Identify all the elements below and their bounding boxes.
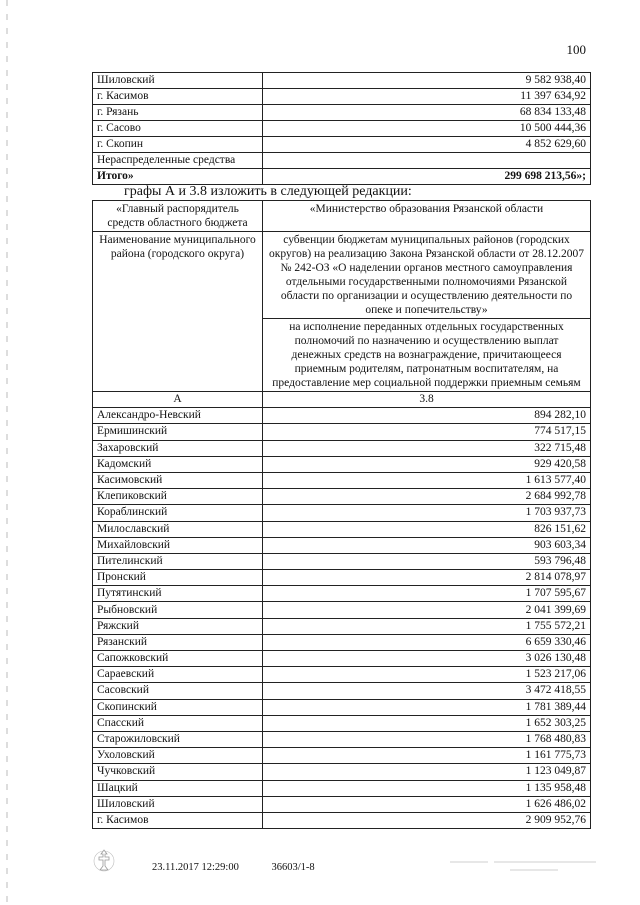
district-name: Скопинский (93, 699, 263, 715)
table-row (93, 634, 591, 650)
amount-value: 593 796,48 (263, 553, 591, 569)
table-row (93, 521, 591, 537)
document-footer (152, 862, 315, 873)
table-row (93, 764, 591, 780)
allocation-table (92, 200, 591, 829)
district-name: Рыбновский (93, 602, 263, 618)
page-number: 100 (566, 42, 586, 57)
district-name: г. Касимов (93, 89, 263, 105)
table-row (93, 89, 591, 105)
district-name: Чучковский (93, 764, 263, 780)
table-row (93, 424, 591, 440)
district-name: Александро-Невский (93, 408, 263, 424)
table-row (93, 715, 591, 731)
table-row (93, 570, 591, 586)
total-label: Итого» (93, 169, 263, 185)
district-name: Нераспределенные средства (93, 153, 263, 169)
amount-value (263, 153, 591, 169)
table-row (93, 699, 591, 715)
district-name: Пителинский (93, 553, 263, 569)
district-name: г. Скопин (93, 137, 263, 153)
column-code-a: А (93, 392, 263, 408)
electronic-signature-stamp (448, 858, 598, 874)
scan-edge (6, 0, 8, 905)
table-row (93, 537, 591, 553)
district-name: Сапожковский (93, 651, 263, 667)
amount-value: 894 282,10 (263, 408, 591, 424)
previous-table-tail (92, 72, 591, 185)
table-row (93, 73, 591, 89)
table-row (93, 489, 591, 505)
manager-label: «Главный распорядитель средств областного бюджета (93, 201, 263, 232)
district-name: Кораблинский (93, 505, 263, 521)
district-name: Захаровский (93, 440, 263, 456)
amount-value: 3 026 130,48 (263, 651, 591, 667)
table-row (93, 796, 591, 812)
table-row (93, 137, 591, 153)
table-row (93, 472, 591, 488)
table-row (93, 456, 591, 472)
district-label: Наименование муниципального района (городского округа) (93, 232, 263, 392)
amount-value: 6 659 330,46 (263, 634, 591, 650)
amount-value: 1 161 775,73 (263, 748, 591, 764)
amount-value: 1 781 389,44 (263, 699, 591, 715)
amount-value: 1 703 937,73 (263, 505, 591, 521)
table-row (93, 731, 591, 747)
amount-value: 1 755 572,21 (263, 618, 591, 634)
amount-value: 1 135 958,48 (263, 780, 591, 796)
subvention-title: субвенции бюджетам муниципальных районов (городских округов) на реализацию Закона Рязанской области от 28.12.2007 № 242-ОЗ «О наделении органов местного самоуправления отдельными государственными полномочиями Рязанской области по организации и осуществлению деятельности по опеке и попечительству» (263, 232, 591, 319)
district-name: Михайловский (93, 537, 263, 553)
district-name: Сасовский (93, 683, 263, 699)
amount-value: 2 814 078,97 (263, 570, 591, 586)
table-row (93, 812, 591, 828)
amount-value: 2 909 952,76 (263, 812, 591, 828)
header-row-column-codes (93, 392, 591, 408)
district-name: Ряжский (93, 618, 263, 634)
column-code-b: 3.8 (263, 392, 591, 408)
district-name: Милославский (93, 521, 263, 537)
table-row (93, 105, 591, 121)
district-name: Рязанский (93, 634, 263, 650)
table-row (93, 683, 591, 699)
purpose-title: на исполнение переданных отдельных государственных полномочий по назначению и осуществлению выплат денежных средств на вознаграждение, причитающееся приемным родителям, патронатным воспитателям, на предоставление мер социальной поддержки приемным семьям (263, 319, 591, 392)
district-name: г. Сасово (93, 121, 263, 137)
district-name: Сараевский (93, 667, 263, 683)
district-name: Путятинский (93, 586, 263, 602)
table-row (93, 121, 591, 137)
table-row (93, 651, 591, 667)
table-row (93, 408, 591, 424)
table-row (93, 153, 591, 169)
table-row (93, 748, 591, 764)
table-row (93, 505, 591, 521)
amount-value: 1 707 595,67 (263, 586, 591, 602)
amount-value: 322 715,48 (263, 440, 591, 456)
district-name: Пронский (93, 570, 263, 586)
amount-value: 4 852 629,60 (263, 137, 591, 153)
district-name: г. Рязань (93, 105, 263, 121)
table-row (93, 667, 591, 683)
amount-value: 1 768 480,83 (263, 731, 591, 747)
total-value: 299 698 213,56»; (263, 169, 591, 185)
amount-value: 2 684 992,78 (263, 489, 591, 505)
amount-value: 11 397 634,92 (263, 89, 591, 105)
amendment-instruction: графы А и 3.8 изложить в следующей редакции: (124, 184, 412, 199)
district-name: Шацкий (93, 780, 263, 796)
district-name: Спасский (93, 715, 263, 731)
district-name: Касимовский (93, 472, 263, 488)
header-row-manager (93, 201, 591, 232)
table-row (93, 586, 591, 602)
amount-value: 2 041 399,69 (263, 602, 591, 618)
district-name: Ухоловский (93, 748, 263, 764)
district-name: Ермишинский (93, 424, 263, 440)
amount-value: 1 626 486,02 (263, 796, 591, 812)
amount-value: 1 523 217,06 (263, 667, 591, 683)
table-row (93, 602, 591, 618)
table-row (93, 780, 591, 796)
amount-value: 9 582 938,40 (263, 73, 591, 89)
amount-value: 3 472 418,55 (263, 683, 591, 699)
amount-value: 826 151,62 (263, 521, 591, 537)
district-name: Кадомский (93, 456, 263, 472)
amount-value: 10 500 444,36 (263, 121, 591, 137)
header-row-subvention (93, 232, 591, 319)
footer-datetime: 23.11.2017 12:29:00 (152, 862, 239, 873)
total-row (93, 169, 591, 185)
amount-value: 929 420,58 (263, 456, 591, 472)
district-name: Старожиловский (93, 731, 263, 747)
district-name: Шиловский (93, 796, 263, 812)
amount-value: 774 517,15 (263, 424, 591, 440)
district-name: г. Касимов (93, 812, 263, 828)
amount-value: 1 613 577,40 (263, 472, 591, 488)
table-row (93, 440, 591, 456)
amount-value: 1 123 049,87 (263, 764, 591, 780)
emblem-icon (93, 848, 115, 879)
manager-value: «Министерство образования Рязанской области (263, 201, 591, 232)
district-name: Клепиковский (93, 489, 263, 505)
district-name: Шиловский (93, 73, 263, 89)
table-row (93, 618, 591, 634)
table-row (93, 553, 591, 569)
amount-value: 68 834 133,48 (263, 105, 591, 121)
amount-value: 1 652 303,25 (263, 715, 591, 731)
amount-value: 903 603,34 (263, 537, 591, 553)
footer-doc-code: 36603/1-8 (271, 862, 315, 873)
